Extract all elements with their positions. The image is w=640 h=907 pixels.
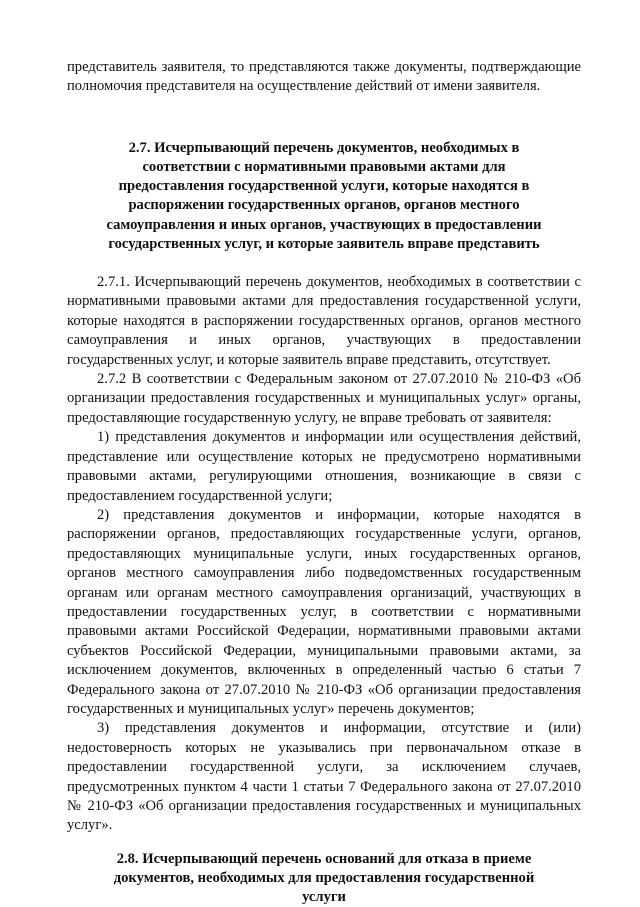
intro-paragraph: представитель заявителя, то представляются также документы, подтверждающие полномочия представителя на осуществление действий от имени заявителя.: [67, 59, 581, 95]
document-page: [67, 58, 581, 907]
list-item-2: 2) представления документов и информации, которые находятся в распоряжении органов, предоставляющих государственные услуги, органов, предоставляющих муниципальные услуги, иных государственных органов, органов местного самоуправления либо подведомственных государственным органам или органам местного самоуправления организаций, участвующих в предоставлении государственных услуг, в соответствии с нормативными правовыми актами Российской Федерации, нормативными правовыми актами субъектов Российской Федерации, муниципальными правовыми актами, за исключением документов, включенных в определенный частью 6 статьи 7 Федерального закона от 27.07.2010 № 210-ФЗ «Об организации предоставления государственных и муниципальных услуг» перечень документов;: [67, 506, 581, 717]
section-2-7-heading: 2.7. Исчерпывающий перечень документов, необходимых в соответствии с нормативными правовыми актами для предоставления государственной услуги, которые находятся в распоряжении государственных органов, органов местного самоуправления и иных органов, участвующих в предоставлении государственных услуг, и которые заявитель вправе представить: [106, 139, 542, 252]
list-item-3: 3) представления документов и информации, отсутствие и (или) недостоверность которых не указывались при первоначальном отказе в предоставлении государственной услуги, за исключением случаев, предусмотренных пунктом 4 части 1 статьи 7 Федерального закона от 27.07.2010 № 210-ФЗ «Об организации предоставления государственных и муниципальных услуг».: [67, 720, 581, 834]
paragraph-2-7-1: 2.7.1. Исчерпывающий перечень документов, необходимых в соответствии с нормативными правовыми актами для предоставления государственной услуги, которые находятся в распоряжении государственных органов, органов местного самоуправления и иных органов, участвующих в предоставлении государственных услуг, и которые заявитель вправе представить, отсутствует.: [67, 274, 581, 368]
section-2-8-heading: 2.8. Исчерпывающий перечень оснований для отказа в приеме документов, необходимых для предоставления государственной услуги: [113, 850, 535, 906]
list-item-1: 1) представления документов и информации или осуществления действий, представление или осуществление которых не предусмотрено нормативными правовыми актами, регулирующими отношения, возникающие в связи с предоставлением государственной услуги;: [67, 429, 581, 504]
paragraph-2-7-2: 2.7.2 В соответствии с Федеральным законом от 27.07.2010 № 210-ФЗ «Об организации предоставления государственных и муниципальных услуг» органы, предоставляющие государственную услугу, не вправе требовать от заявителя:: [67, 371, 581, 426]
